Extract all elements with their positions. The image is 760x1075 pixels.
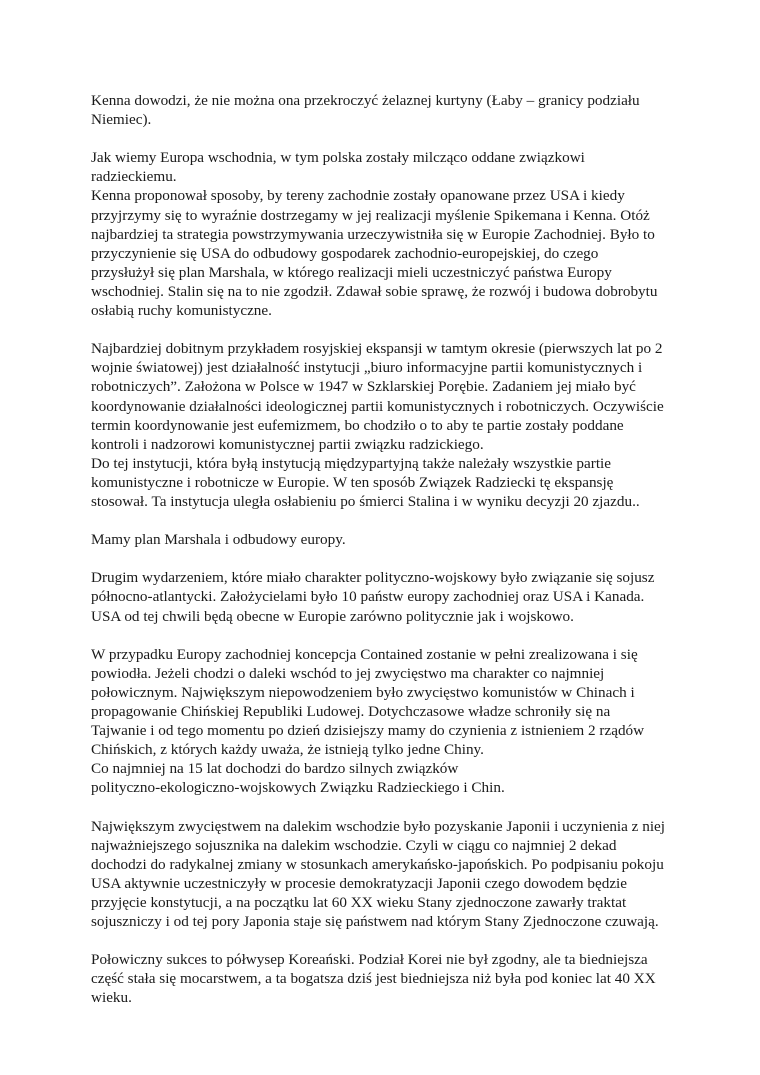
text-line: Drugim wydarzeniem, które miało charakter polityczno-wojskowy było związanie się sojusz — [91, 569, 655, 587]
paragraph-gap — [91, 320, 681, 339]
text-line: najbardziej ta strategia powstrzymywania urzeczywistniła się w Europie Zachodniej. Było to — [91, 225, 655, 243]
paragraph-japan — [91, 817, 681, 932]
text-line: północno-atlantycki. Założycielami było 10 państw europy zachodniej oraz USA i Kanada. — [91, 588, 645, 606]
paragraph-gap — [91, 511, 681, 530]
text-line: W przypadku Europy zachodniej koncepcja Contained zostanie w pełni zrealizowana i się — [91, 645, 638, 663]
text-line: Chińskich, z których każdy uważa, że istnieją tylko jedne Chiny. — [91, 741, 484, 759]
paragraph-eastern-europe — [91, 148, 681, 320]
text-line: przyjęcie konstytucji, a na początku lat 60 XX wieku Stany zjednoczone zawarły traktat — [91, 893, 627, 911]
text-line: Co najmniej na 15 lat dochodzi do bardzo silnych związków — [91, 760, 459, 778]
text-line: Do tej instytucji, która byłą instytucją międzypartyjną także należały wszystkie partie — [91, 454, 612, 472]
text-line: przysłużył się plan Marshala, w którego realizacji mieli uczestniczyć państwa Europy — [91, 263, 612, 281]
paragraph-cominform — [91, 339, 681, 511]
text-line: Jak wiemy Europa wschodnia, w tym polska zostały milcząco oddane związkowi — [91, 149, 585, 167]
text-line: kontroli i nadzorowi komunistycznej partii związku radzickiego. — [91, 435, 484, 453]
text-line: polityczno-ekologiczno-wojskowych Związku Radzieckiego i Chin. — [91, 779, 505, 797]
text-line: wschodniej. Stalin się na to nie zgodził. Zdawał sobie sprawę, że rozwój i budowa dobrobytu — [91, 282, 658, 300]
text-line: powiodła. Jeżeli chodzi o daleki wschód to jej zwycięstwo ma charakter co najmniej — [91, 664, 605, 682]
paragraph-gap — [91, 549, 681, 568]
paragraph-nato — [91, 568, 681, 625]
paragraph-gap — [91, 797, 681, 816]
text-line: połowicznym. Największym niepowodzeniem było zwycięstwo komunistów w Chinach i — [91, 683, 635, 701]
text-line: radzieckiemu. — [91, 168, 177, 186]
paragraph-gap — [91, 129, 681, 148]
text-line: przyczynienie się USA do odbudowy gospodarek zachodnio-europejskiej, do czego — [91, 244, 599, 262]
text-line: wojnie światowej) jest działalność instytucji „biuro informacyjne partii komunistycznych i — [91, 359, 643, 377]
text-line: USA od tej chwili będą obecne w Europie zarówno politycznie jak i wojskowo. — [91, 607, 574, 625]
text-line: Połowiczny sukces to półwysep Koreański. Podział Korei nie był zgodny, ale ta biedniejsza — [91, 951, 648, 969]
text-line: Mamy plan Marshala i odbudowy europy. — [91, 531, 346, 549]
text-line: komunistyczne i robotnicze w Europie. W ten sposób Związek Radziecki tę ekspansję — [91, 473, 614, 491]
text-line: Najbardziej dobitnym przykładem rosyjskiej ekspansji w tamtym okresie (pierwszych lat po 2 — [91, 340, 663, 358]
text-line: część stała się mocarstwem, a ta bogatsza dziś jest biedniejsza niż była pod koniec lat 40 XX — [91, 970, 656, 988]
text-line: najważniejszego sojusznika na dalekim wschodzie. Czyli w ciągu co najmniej 2 dekad — [91, 836, 617, 854]
document-page — [91, 91, 681, 1008]
text-line: przyjrzymy się to wyraźnie dostrzegamy w jej realizacji myślenie Spikemana i Kenna. Otóż — [91, 206, 650, 224]
paragraph-containment-far-east — [91, 645, 681, 798]
text-line: Kenna proponował sposoby, by tereny zachodnie zostały opanowane przez USA i kiedy — [91, 187, 625, 205]
text-line: koordynowanie działalności ideologicznej partii komunistycznych i robotniczych. Oczywiście — [91, 397, 664, 415]
text-line: stosował. Ta instytucja uległa osłabieniu po śmierci Stalina i w wyniku decyzji 20 zjazdu.. — [91, 492, 640, 510]
text-line: sojuszniczy i od tej pory Japonia staje się państwem nad którym Stany Zjednoczone czuwają. — [91, 913, 659, 931]
text-line: dochodzi do radykalnej zmiany w stosunkach amerykańsko-japońskich. Po podpisaniu pokoju — [91, 855, 664, 873]
text-line: propagowanie Chińskiej Republiki Ludowej. Dotychczasowe władze schroniły się na — [91, 703, 611, 720]
paragraph-gap — [91, 931, 681, 950]
text-line: robotniczych”. Założona w Polsce w 1947 w Szklarskiej Porębie. Zadaniem jej miało być — [91, 378, 636, 396]
text-line: wieku. — [91, 989, 132, 1007]
text-line: USA aktywnie uczestniczyły w procesie demokratyzacji Japonii czego dowodem będzie — [91, 874, 628, 892]
text-line: termin koordynowanie jest eufemizmem, bo chodziło o to aby te partie zostały poddane — [91, 416, 624, 434]
text-line: Tajwanie i od tego momentu po dzień dzisiejszy mamy do czynienia z istnieniem 2 rządów — [91, 722, 645, 740]
paragraph-korea — [91, 950, 681, 1007]
paragraph-marshall-plan — [91, 530, 681, 549]
paragraph-gap — [91, 626, 681, 645]
text-line: Niemiec). — [91, 111, 152, 129]
text-line: Największym zwycięstwem na dalekim wschodzie było pozyskanie Japonii i uczynienia z niej — [91, 817, 665, 835]
text-line: osłabią ruchy komunistyczne. — [91, 302, 272, 320]
text-line: Kenna dowodzi, że nie można ona przekroczyć żelaznej kurtyny (Łaby – granicy podziału — [91, 92, 640, 109]
paragraph-kennan-iron-curtain — [91, 91, 681, 129]
